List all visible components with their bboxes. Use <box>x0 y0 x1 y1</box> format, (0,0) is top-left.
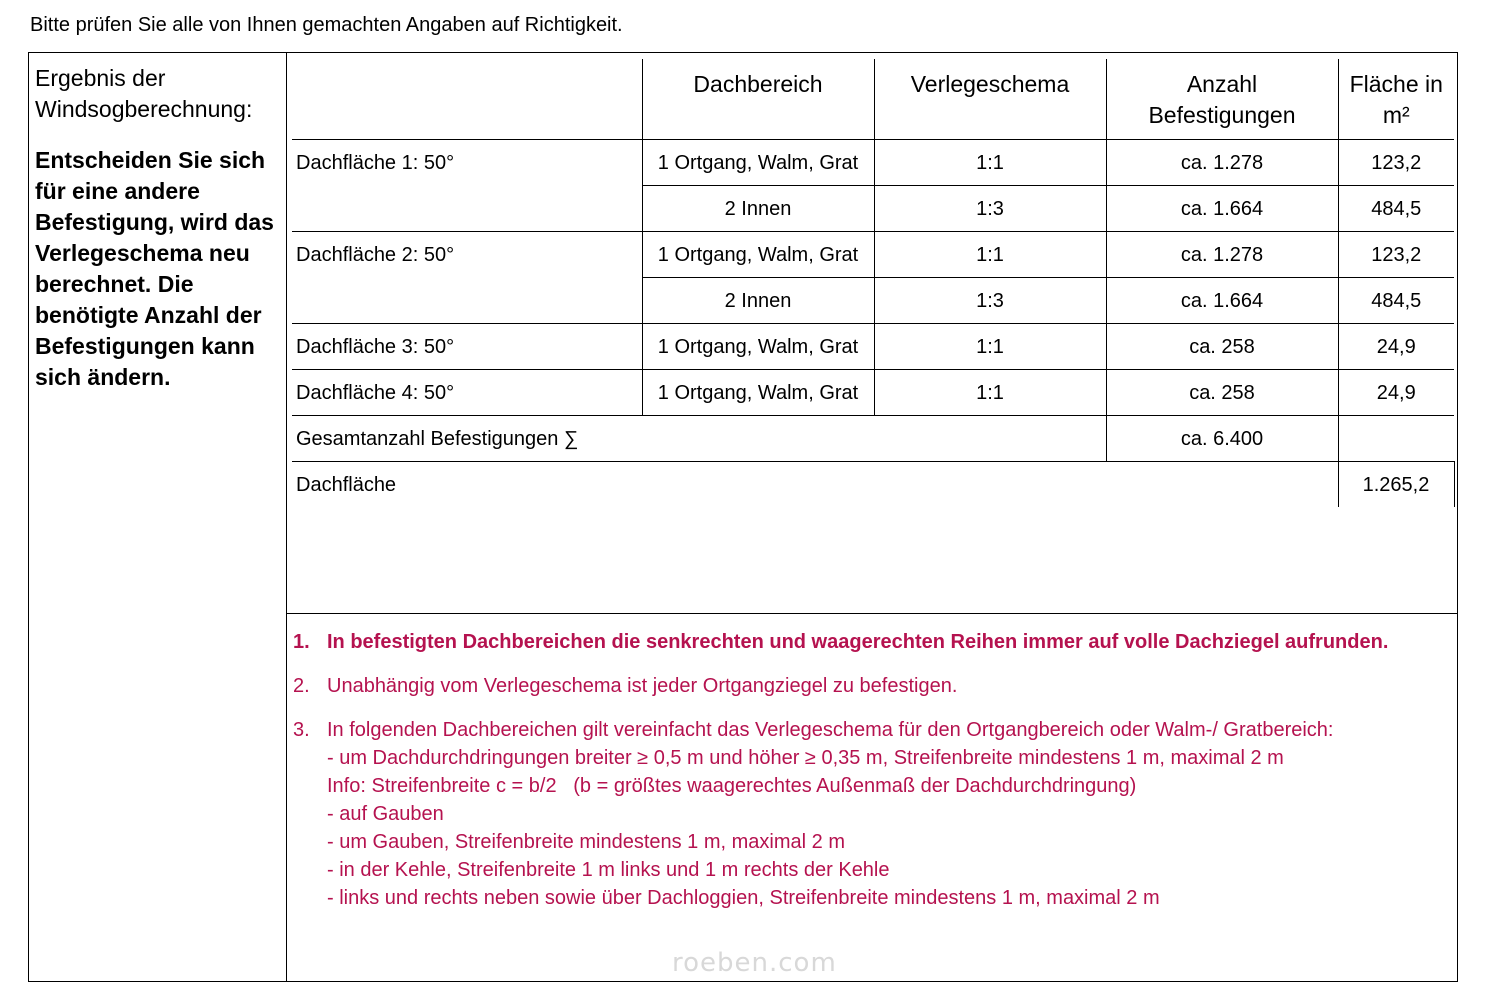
table-row <box>292 324 1454 370</box>
note-text: In folgenden Dachbereichen gilt vereinfacht das Verlegeschema für den Ortgangbereich oder Walm-/ Gratbereich: <box>327 719 1334 741</box>
roof-zone: 2 Innen <box>642 278 874 324</box>
laying-scheme: 1:1 <box>874 232 1106 278</box>
note-text: Unabhängig vom Verlegeschema ist jeder Ortgangziegel zu befestigen. <box>327 675 958 697</box>
table-row <box>292 370 1454 416</box>
roof-zone: 1 Ortgang, Walm, Grat <box>642 370 874 416</box>
roof-zone: 2 Innen <box>642 186 874 232</box>
total-empty <box>1338 416 1454 462</box>
header-anzahl: Anzahl Befestigungen <box>1106 59 1338 140</box>
note-item <box>293 672 1457 700</box>
fastener-count: ca. 1.664 <box>1106 278 1338 324</box>
fastener-count: ca. 258 <box>1106 370 1338 416</box>
result-sidebar <box>29 53 287 981</box>
area-row <box>292 462 1454 508</box>
table-row <box>292 140 1454 186</box>
area-value: 123,2 <box>1338 140 1454 186</box>
total-label: Gesamtanzahl Befestigungen ∑ <box>292 416 1106 462</box>
note-subline: Info: Streifenbreite c = b/2 (b = größtes waagerechtes Außenmaß der Dachdurchdringung) <box>327 775 1137 797</box>
area-label: Dachfläche <box>292 462 1338 508</box>
laying-scheme: 1:3 <box>874 278 1106 324</box>
laying-scheme: 1:1 <box>874 324 1106 370</box>
area-value: 24,9 <box>1338 370 1454 416</box>
roof-face-label: Dachfläche 3: 50° <box>292 324 642 370</box>
laying-scheme: 1:1 <box>874 370 1106 416</box>
header-verlegeschema: Verlegeschema <box>874 59 1106 140</box>
area-value: 484,5 <box>1338 278 1454 324</box>
table-header-row <box>292 59 1454 140</box>
roof-face-label: Dachfläche 2: 50° <box>292 232 642 324</box>
note-subline: - auf Gauben <box>327 803 444 825</box>
note-number: 3. <box>293 719 310 741</box>
area-value: 484,5 <box>1338 186 1454 232</box>
notes-section <box>287 613 1457 981</box>
laying-scheme: 1:3 <box>874 186 1106 232</box>
note-number: 2. <box>293 675 310 697</box>
area-value: 123,2 <box>1338 232 1454 278</box>
recalculation-warning: Entscheiden Sie sich für eine andere Befestigung, wird das Verlegeschema neu berechnet. Die benötigte Anzahl der Befestigungen kann sich ändern. <box>35 147 274 390</box>
note-item <box>293 716 1457 912</box>
result-frame <box>28 52 1458 982</box>
roof-zone: 1 Ortgang, Walm, Grat <box>642 140 874 186</box>
roof-face-label: Dachfläche 4: 50° <box>292 370 642 416</box>
laying-scheme: 1:1 <box>874 140 1106 186</box>
roof-zone: 1 Ortgang, Walm, Grat <box>642 232 874 278</box>
instruction-text: Bitte prüfen Sie alle von Ihnen gemachten Angaben auf Richtigkeit. <box>30 14 623 36</box>
total-fastener-count: ca. 6.400 <box>1106 416 1338 462</box>
total-area-value: 1.265,2 <box>1338 462 1454 508</box>
fastener-count: ca. 1.278 <box>1106 232 1338 278</box>
note-subline: - links und rechts neben sowie über Dachloggien, Streifenbreite mindestens 1 m, maximal 2 m <box>327 887 1160 909</box>
note-text: In befestigten Dachbereichen die senkrechten und waagerechten Reihen immer auf volle Dachziegel aufrunden. <box>327 631 1389 653</box>
fastening-table <box>292 59 1455 507</box>
table-row <box>292 232 1454 278</box>
fastener-count: ca. 258 <box>1106 324 1338 370</box>
note-subline: - um Dachdurchdringungen breiter ≥ 0,5 m und höher ≥ 0,35 m, Streifenbreite mindestens 1 m, maximal 2 m <box>327 747 1284 769</box>
note-subline: - in der Kehle, Streifenbreite 1 m links und 1 m rechts der Kehle <box>327 859 890 881</box>
fastener-count: ca. 1.278 <box>1106 140 1338 186</box>
roof-face-label: Dachfläche 1: 50° <box>292 140 642 232</box>
note-item <box>293 628 1457 656</box>
fastener-count: ca. 1.664 <box>1106 186 1338 232</box>
area-value: 24,9 <box>1338 324 1454 370</box>
note-subline: - um Gauben, Streifenbreite mindestens 1 m, maximal 2 m <box>327 831 845 853</box>
watermark: roeben.com <box>672 948 837 978</box>
result-heading: Ergebnis der Windsogberechnung: <box>35 65 253 122</box>
roof-zone: 1 Ortgang, Walm, Grat <box>642 324 874 370</box>
header-dachbereich: Dachbereich <box>642 59 874 140</box>
header-flaeche: Fläche in m² <box>1338 59 1454 140</box>
total-row <box>292 416 1454 462</box>
note-number: 1. <box>293 631 310 653</box>
header-empty <box>292 59 642 140</box>
